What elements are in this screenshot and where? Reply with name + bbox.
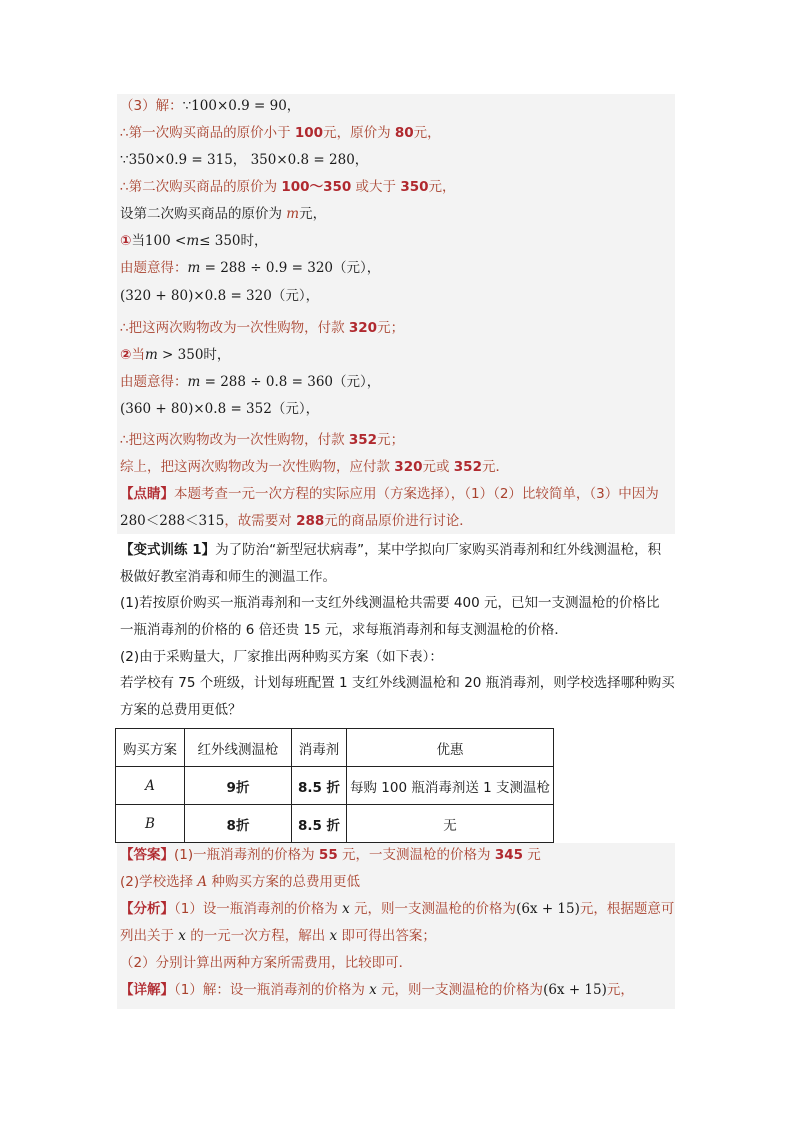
- solution-line-8: (320 + 80)×0.8 = 320（元），: [120, 288, 320, 304]
- question-2-line-2: 若学校有 75 个班级，计划每班配置 1 支红外线测温枪和 20 瓶消毒剂，则学校选择哪种购买: [120, 675, 675, 691]
- question-1-line-2: 一瓶消毒剂的价格的 6 倍还贵 15 元，求每瓶消毒剂和每支测温枪的价格．: [120, 622, 568, 638]
- solution-line-6: ①当100 <m≤ 350时，: [120, 233, 268, 249]
- table-cell: B: [116, 805, 185, 843]
- solution-line-12: (360 + 80)×0.8 = 352（元），: [120, 401, 320, 417]
- key-point-line-1: 【点睛】本题考查一元一次方程的实际应用（方案选择），（1）（2）比较简单，（3）中因为: [120, 486, 659, 502]
- answer-line-1: 【答案】(1)一瓶消毒剂的价格为 55 元，一支测温枪的价格为 345 元: [120, 847, 541, 863]
- solution-line-7: 由题意得：m = 288 ÷ 0.9 = 320（元），: [120, 260, 381, 276]
- table-cell: 无: [347, 805, 554, 843]
- table-header-cell: 购买方案: [116, 729, 185, 767]
- table-row: [116, 805, 554, 843]
- table-cell: 8折: [185, 805, 292, 843]
- key-point-line-2: 280＜288＜315，故需要对 288元的商品原价进行讨论．: [120, 513, 473, 529]
- question-1-line-1: (1)若按原价购买一瓶消毒剂和一支红外线测温枪共需要 400 元，已知一支测温枪的价格比: [120, 595, 660, 611]
- solution-line-1: （3）解：∵100×0.9 = 90，: [120, 98, 301, 114]
- solution-line-11: 由题意得：m = 288 ÷ 0.8 = 360（元），: [120, 374, 381, 390]
- solution-line-2: ∴第一次购买商品的原价小于 100元，原价为 80元，: [120, 125, 441, 141]
- solution-line-4: ∴第二次购买商品的原价为 100～350 或大于 350元，: [120, 179, 456, 195]
- table-header-row: [116, 729, 554, 767]
- table-cell: 每购 100 瓶消毒剂送 1 支测温枪: [347, 767, 554, 805]
- table-row: [116, 767, 554, 805]
- solution-line-3: ∵350×0.9 = 315， 350×0.8 = 280，: [120, 152, 369, 168]
- answer-line-2: (2)学校选择 A 种购买方案的总费用更低: [120, 874, 360, 890]
- exercise-line-2: 极做好教室消毒和师生的测温工作。: [120, 569, 336, 585]
- exercise-title-line: 【变式训练 1】为了防治“新型冠状病毒”，某中学拟向厂家购买消毒剂和红外线测温枪，积: [120, 542, 662, 558]
- table-header-cell: 红外线测温枪: [185, 729, 292, 767]
- table-header-cell: 消毒剂: [292, 729, 347, 767]
- question-2-line-3: 方案的总费用更低？: [120, 702, 242, 718]
- table-cell: 9折: [185, 767, 292, 805]
- analysis-line-2: 列出关于 x 的一元一次方程，解出 x 即可得出答案；: [120, 928, 436, 944]
- solution-line-5: 设第二次购买商品的原价为 m元，: [120, 206, 327, 222]
- table-cell: 8.5 折: [292, 767, 347, 805]
- solution-summary: 综上，把这两次购物改为一次性购物，应付款 320元或 352元．: [120, 459, 509, 475]
- solution-line-9: ∴把这两次购物改为一次性购物，付款 320元；: [120, 320, 405, 336]
- purchase-plan-table: [115, 728, 554, 843]
- solution-line-10: ②当m > 350时，: [120, 347, 231, 363]
- analysis-line-1: 【分析】（1）设一瓶消毒剂的价格为 x 元，则一支测温枪的价格为(6x + 15)元，根据题意可: [120, 901, 675, 917]
- question-2-line-1: (2)由于采购量大，厂家推出两种购买方案（如下表）：: [120, 649, 443, 665]
- solution-line-13: ∴把这两次购物改为一次性购物，付款 352元；: [120, 432, 405, 448]
- detail-line-1: 【详解】（1）解：设一瓶消毒剂的价格为 x 元，则一支测温枪的价格为(6x + 15)元，: [120, 982, 634, 998]
- table-cell: 8.5 折: [292, 805, 347, 843]
- table-cell: A: [116, 767, 185, 805]
- table-header-cell: 优惠: [347, 729, 554, 767]
- analysis-line-3: （2）分别计算出两种方案所需费用，比较即可．: [120, 955, 413, 971]
